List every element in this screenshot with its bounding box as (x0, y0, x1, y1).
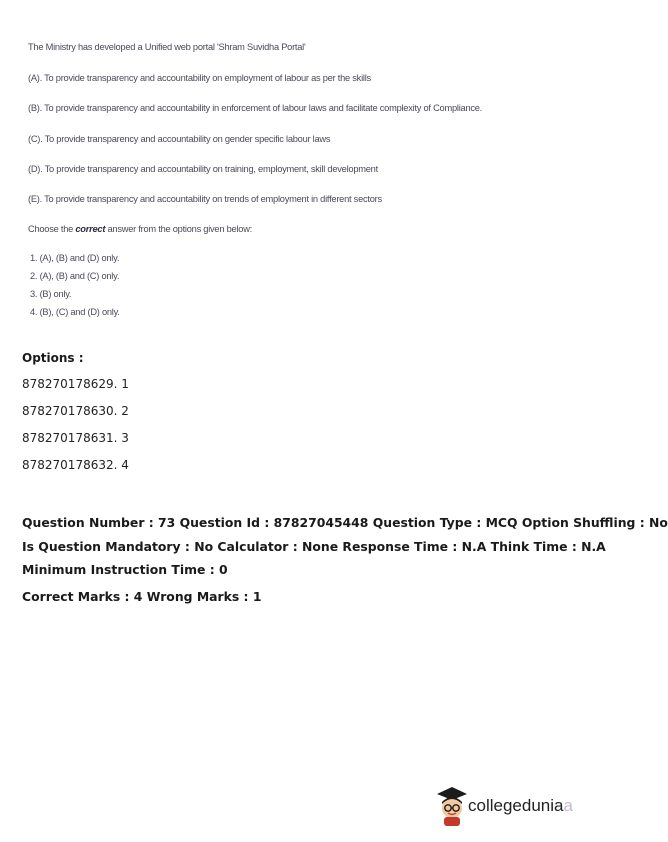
statement-c: (C). To provide transparency and accountability on gender specific labour laws (28, 134, 331, 144)
option-3: 878270178631. 3 (22, 431, 129, 445)
instruction-post: answer from the options given below: (105, 224, 252, 234)
meta-line-1: Question Number : 73 Question Id : 87827045448 Question Type : MCQ Option Shuffling : No (22, 515, 668, 530)
graduate-mascot-icon (435, 784, 469, 828)
choice-4: 4. (B), (C) and (D) only. (30, 307, 120, 317)
choice-3: 3. (B) only. (30, 289, 72, 299)
instruction-pre: Choose the (28, 224, 76, 234)
choice-2: 2. (A), (B) and (C) only. (30, 271, 120, 281)
collegedunia-logo[interactable] (435, 784, 575, 828)
statement-a: (A). To provide transparency and accountability on employment of labour as per the skills (28, 73, 371, 83)
statement-b: (B). To provide transparency and accountability in enforcement of labour laws and facilitate complexity of Compliance. (28, 103, 483, 113)
option-4: 878270178632. 4 (22, 458, 129, 472)
logo-text-tail: a (563, 796, 573, 815)
question-stem: The Ministry has developed a Unified web portal 'Shram Suvidha Portal' (28, 42, 306, 52)
option-1: 878270178629. 1 (22, 377, 129, 391)
logo-text (468, 796, 573, 816)
meta-line-2: Is Question Mandatory : No Calculator : None Response Time : N.A Think Time : N.A (22, 539, 606, 554)
statement-d: (D). To provide transparency and accountability on training, employment, skill development (28, 164, 378, 174)
meta-line-3: Minimum Instruction Time : 0 (22, 562, 228, 577)
instruction (28, 224, 252, 234)
instruction-bold: correct (75, 224, 106, 234)
statement-e: (E). To provide transparency and accountability on trends of employment in different sectors (28, 194, 382, 204)
choice-1: 1. (A), (B) and (D) only. (30, 253, 120, 263)
options-label: Options : (22, 351, 84, 365)
option-2: 878270178630. 2 (22, 404, 129, 418)
meta-line-4: Correct Marks : 4 Wrong Marks : 1 (22, 589, 262, 604)
logo-text-main: collegedunia (468, 796, 564, 815)
